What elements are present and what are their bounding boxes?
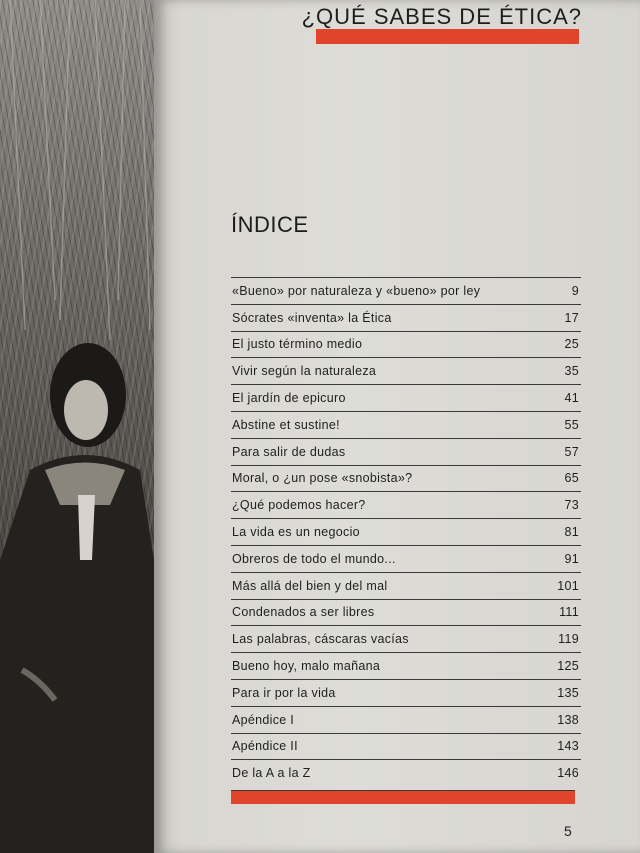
person-photo-illustration — [0, 0, 154, 853]
toc-entry-page: 135 — [557, 685, 579, 700]
page-number: 5 — [564, 823, 572, 839]
toc-entry-title: Apéndice II — [232, 739, 298, 754]
toc-entry-page: 35 — [564, 364, 579, 379]
cover-photo — [0, 0, 154, 853]
toc-entry-title: La vida es un negocio — [232, 525, 360, 540]
toc-entry-page: 65 — [564, 471, 579, 486]
toc-entry[interactable] — [231, 438, 581, 465]
toc-entry[interactable] — [231, 625, 581, 652]
toc-entry-title: Las palabras, cáscaras vacías — [232, 632, 409, 647]
toc-entry-page: 119 — [558, 632, 579, 647]
toc-entry-page: 41 — [564, 391, 579, 406]
toc-entry-title: Abstine et sustine! — [232, 417, 340, 432]
toc-entry-page: 146 — [557, 766, 579, 781]
toc-entry-title: Para ir por la vida — [232, 685, 336, 700]
toc-entry-title: El jardín de epicuro — [232, 391, 346, 406]
toc-entry-title: Moral, o ¿un pose «snobista»? — [232, 471, 413, 486]
toc-entry[interactable] — [231, 304, 581, 331]
toc-entry[interactable] — [231, 652, 581, 679]
toc-entry-title: Para salir de dudas — [232, 444, 346, 459]
toc-entry-page: 111 — [559, 605, 579, 620]
toc-entry-page: 73 — [564, 498, 579, 513]
toc-entry[interactable] — [231, 518, 581, 545]
table-of-contents — [231, 277, 581, 786]
toc-entry[interactable] — [231, 465, 581, 492]
toc-entry-title: Vivir según la naturaleza — [232, 364, 377, 379]
toc-entry-title: Bueno hoy, malo mañana — [232, 659, 381, 674]
toc-entry[interactable] — [231, 545, 581, 572]
toc-entry[interactable] — [231, 733, 581, 760]
toc-entry[interactable] — [231, 759, 581, 786]
index-heading: ÍNDICE — [231, 212, 309, 237]
toc-entry[interactable] — [231, 599, 581, 626]
toc-entry[interactable] — [231, 411, 581, 438]
toc-entry-page: 9 — [571, 283, 579, 298]
toc-entry-title: Más allá del bien y del mal — [232, 578, 388, 593]
toc-entry[interactable] — [231, 679, 581, 706]
toc-entry[interactable] — [231, 706, 581, 733]
toc-entry-page: 55 — [564, 417, 579, 432]
toc-entry-page: 81 — [564, 525, 579, 540]
toc-entry-title: Condenados a ser libres — [232, 605, 375, 620]
toc-entry-page: 91 — [564, 551, 579, 566]
toc-entry-page: 143 — [557, 739, 579, 754]
footer-accent-bar — [231, 790, 575, 804]
toc-entry[interactable] — [231, 277, 581, 304]
toc-entry-title: Apéndice I — [232, 712, 295, 727]
toc-entry-title: ¿Qué podemos hacer? — [232, 498, 366, 513]
book-series-title: ¿QUÉ SABES DE ÉTICA? — [301, 4, 582, 29]
toc-entry[interactable] — [231, 331, 581, 358]
toc-entry-page: 138 — [557, 712, 579, 727]
toc-entry-page: 25 — [564, 337, 579, 352]
toc-entry[interactable] — [231, 384, 581, 411]
toc-entry[interactable] — [231, 357, 581, 384]
toc-entry-title: Obreros de todo el mundo... — [232, 551, 396, 566]
toc-entry[interactable] — [231, 491, 581, 518]
toc-entry-page: 125 — [557, 659, 579, 674]
header-accent-bar — [316, 29, 579, 44]
toc-entry-title: «Bueno» por naturaleza y «bueno» por ley — [232, 283, 481, 298]
toc-entry-page: 17 — [564, 310, 579, 325]
toc-entry[interactable] — [231, 572, 581, 599]
toc-entry-title: De la A a la Z — [232, 766, 311, 781]
toc-entry-page: 57 — [564, 444, 579, 459]
toc-entry-title: El justo término medio — [232, 337, 363, 352]
toc-entry-title: Sócrates «inventa» la Ética — [232, 310, 392, 325]
toc-entry-page: 101 — [557, 578, 579, 593]
